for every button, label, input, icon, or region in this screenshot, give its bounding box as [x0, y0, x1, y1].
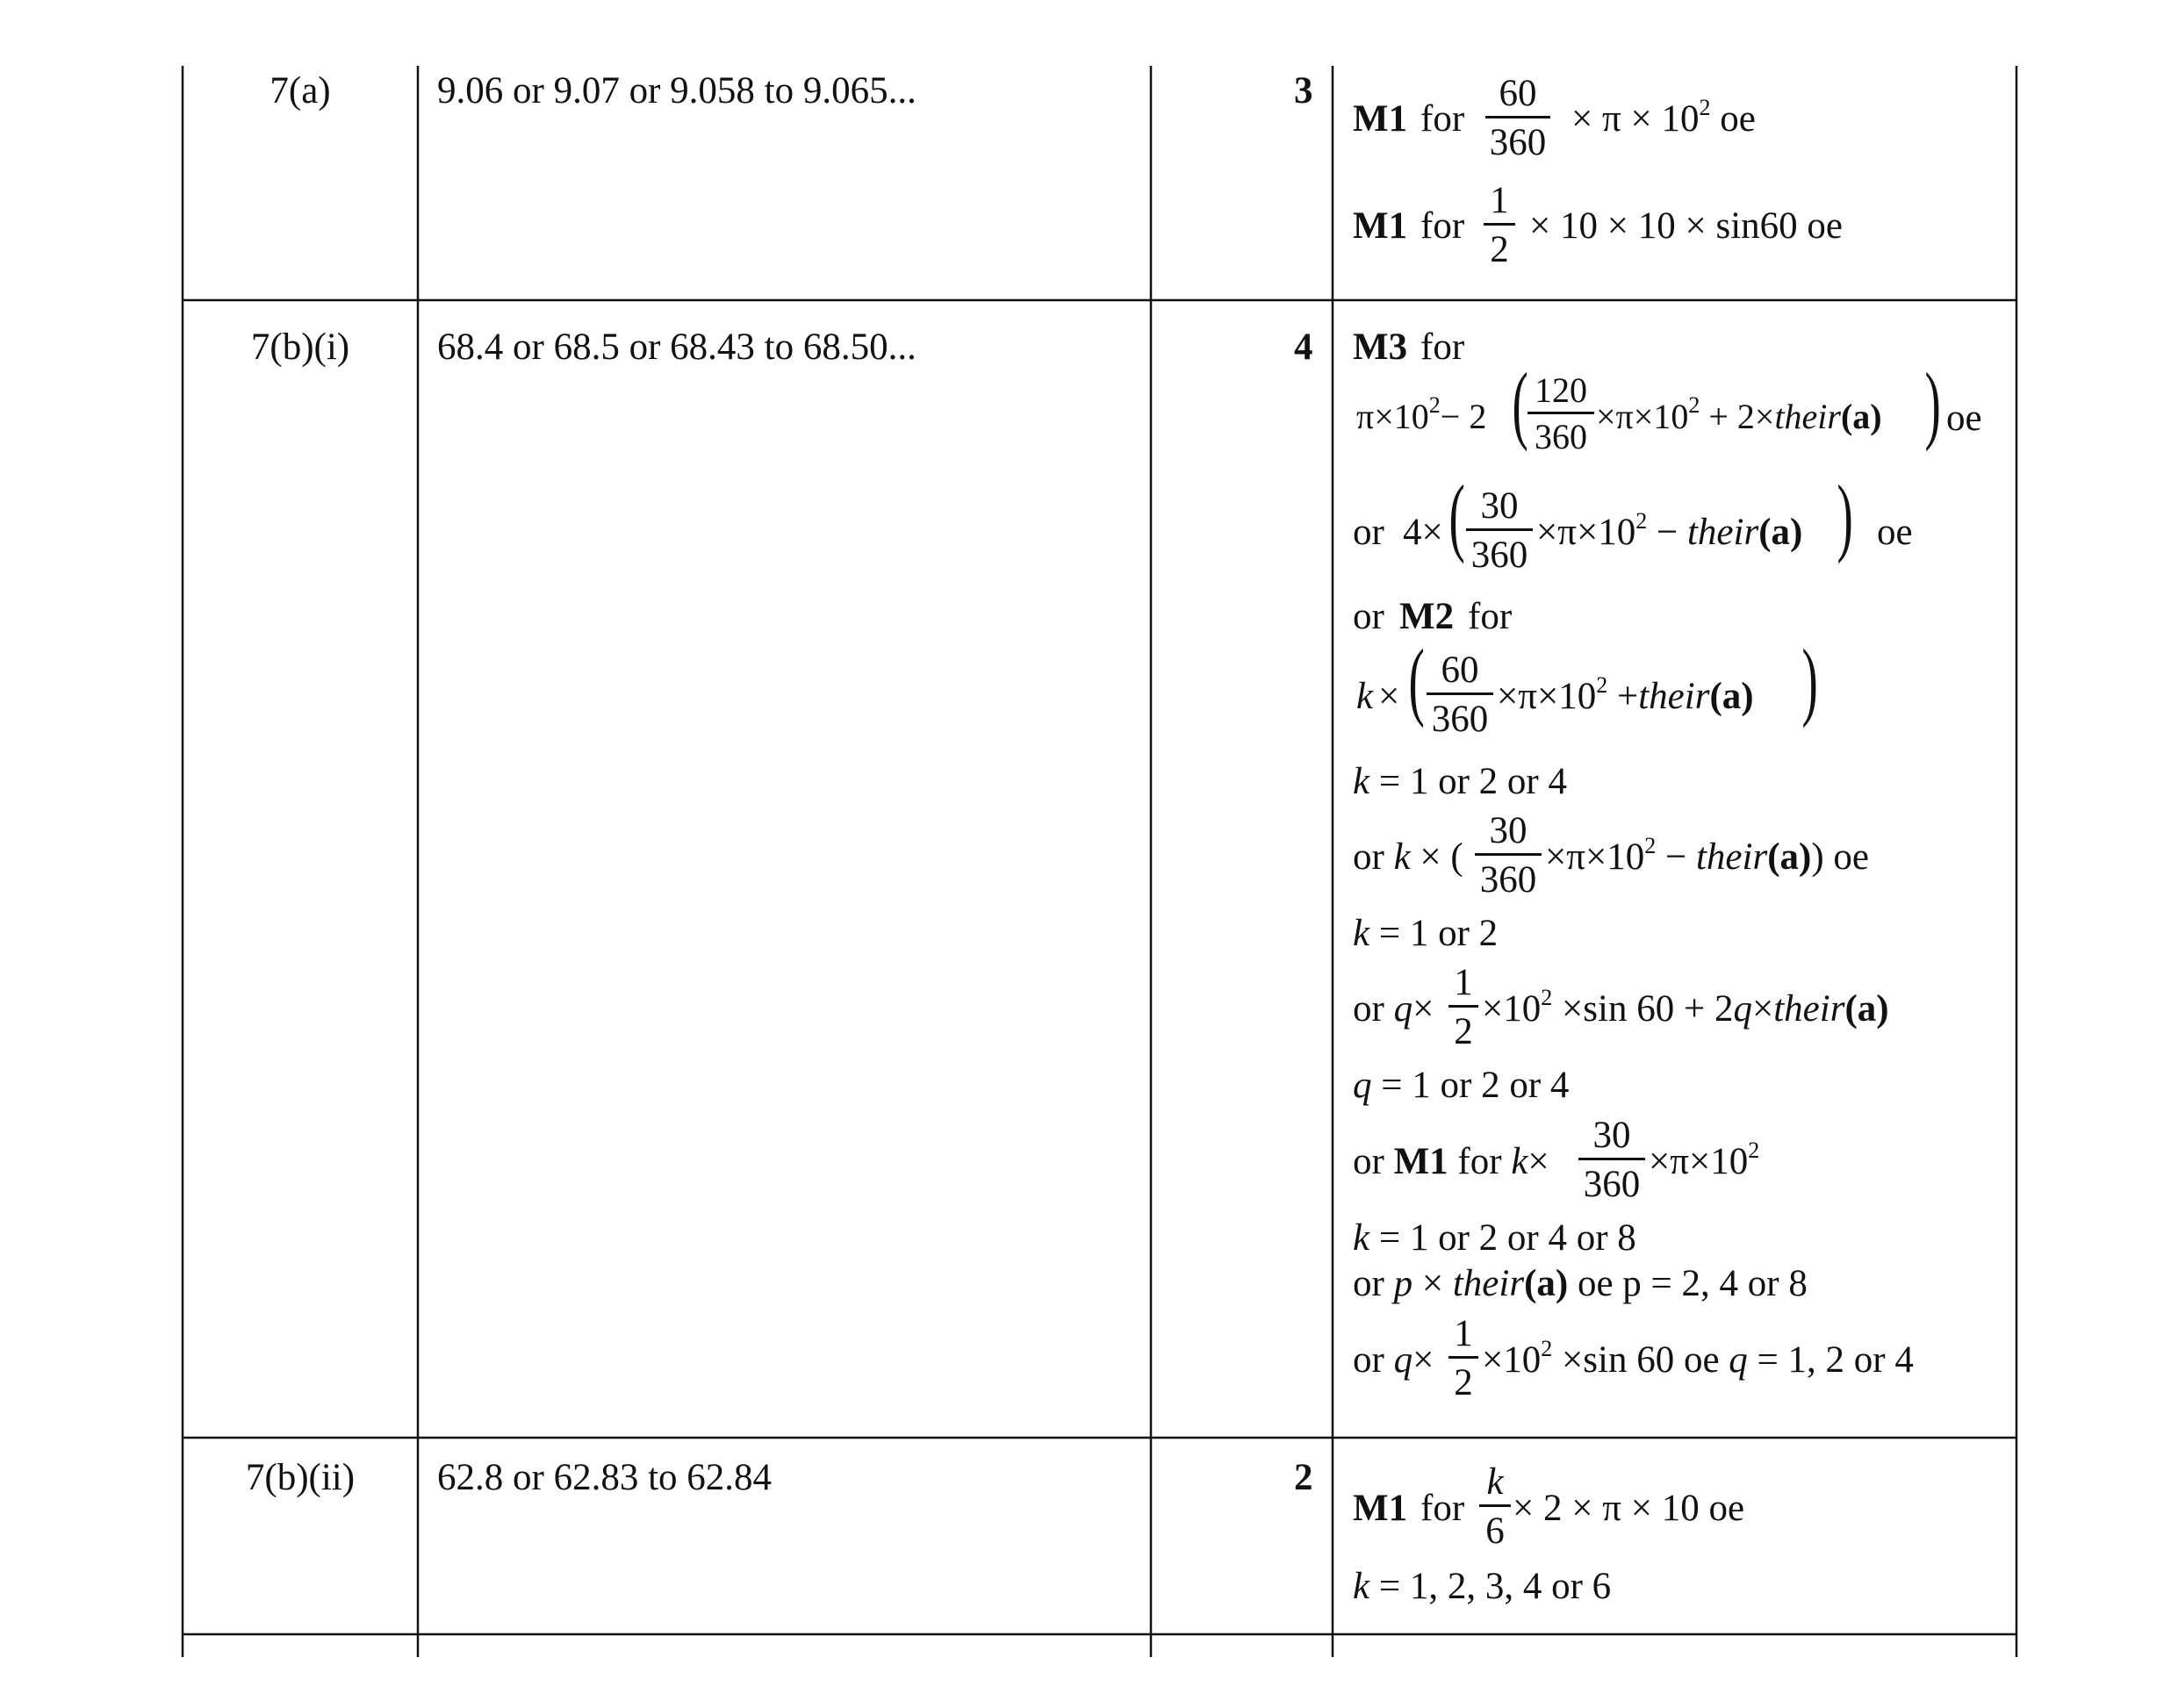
expression: $\pi\times 10^2- 2$: [1356, 392, 1487, 436]
marks: 3: [1294, 70, 1313, 111]
expression: 4×: [1403, 512, 1443, 553]
expression: or p × their(a) oe p = 2, 4 or 8: [1353, 1263, 1808, 1304]
or-label: or: [1353, 512, 1384, 553]
answer: 68.4 or 68.5 or 68.43 to 68.50...: [437, 327, 916, 368]
fraction: $\frac{1}{2}$: [1448, 1315, 1478, 1402]
expression: or k × (: [1353, 836, 1463, 878]
oe-label: oe: [1946, 398, 1982, 439]
expression: $\times\pi\times 10^2$ +their(a): [1497, 672, 1754, 717]
condition: k = 1 or 2 or 4 or 8: [1353, 1217, 1636, 1259]
condition: k = 1 or 2: [1353, 913, 1499, 954]
left-paren: (: [1408, 631, 1425, 728]
expression: × 2 × π × 10 oe: [1513, 1488, 1745, 1529]
marks: 4: [1294, 327, 1313, 368]
for-label: for: [1420, 1488, 1465, 1529]
right-paren: ): [1924, 355, 1941, 452]
for-label: for: [1420, 98, 1465, 140]
fraction: $\frac{120}{360}$: [1527, 373, 1594, 455]
oe-label: oe: [1877, 512, 1913, 553]
for-label: for: [1420, 205, 1465, 247]
expression: ×: [1378, 676, 1400, 717]
expression: $\times\pi\times 10^2$: [1649, 1137, 1760, 1182]
question-number: 7(a): [270, 70, 331, 111]
left-paren: (: [1512, 355, 1528, 452]
mark-code: M1: [1353, 98, 1408, 140]
expression: or q×: [1353, 988, 1434, 1030]
expression: or q×: [1353, 1339, 1434, 1381]
expression: $\times 10^2 \times\sin$ 60 oe q = 1, 2 or 4: [1482, 1336, 1914, 1381]
fraction: $\frac{60}{360}$: [1485, 75, 1550, 161]
condition: q = 1 or 2 or 4: [1353, 1065, 1570, 1106]
fraction: $\frac{1}{2}$: [1484, 182, 1515, 269]
fraction: $\frac{1}{2}$: [1448, 964, 1478, 1051]
mark-code: M1: [1353, 1488, 1408, 1529]
mark-code: M1: [1353, 205, 1408, 247]
fraction: $\frac{30}{360}$: [1578, 1116, 1645, 1203]
or-label: or: [1353, 596, 1384, 637]
expression: $\times\pi\times 10^2$ − their(a): [1536, 508, 1803, 553]
expression: $\times\pi\times 10^2$ + 2×their(a): [1596, 392, 1882, 436]
right-paren: ): [1801, 631, 1818, 728]
mark-code: M3: [1353, 327, 1408, 368]
answer: 62.8 or 62.83 to 62.84: [437, 1457, 773, 1498]
condition: k = 1 or 2 or 4: [1353, 761, 1567, 802]
question-number: 7(b)(ii): [245, 1457, 356, 1498]
left-paren: (: [1448, 467, 1465, 564]
expression: × 10 × 10 × sin60 oe: [1529, 205, 1844, 247]
fraction: $\frac{30}{360}$: [1466, 487, 1533, 574]
fraction: $\frac{k}{6}$: [1479, 1463, 1511, 1550]
variable-k: k: [1356, 676, 1374, 717]
fraction: $\frac{60}{360}$: [1427, 651, 1493, 738]
answer: 9.06 or 9.07 or 9.058 to 9.065...: [437, 70, 916, 111]
fraction: $\frac{30}{360}$: [1475, 812, 1542, 899]
mark-code: M2: [1399, 596, 1455, 637]
condition: k = 1, 2, 3, 4 or 6: [1353, 1566, 1612, 1607]
question-number: 7(b)(i): [250, 327, 350, 368]
for-label: for: [1420, 327, 1465, 368]
for-label: for: [1468, 596, 1513, 637]
marks: 2: [1294, 1457, 1313, 1498]
expression: × $\pi \times 10^2$ oe: [1571, 95, 1756, 140]
expression: $\times\pi\times 10^2$ − their(a)) oe: [1545, 833, 1869, 878]
expression: $\times 10^2 \times\sin$ 60 + 2q×their(a): [1482, 985, 1889, 1030]
right-paren: ): [1837, 467, 1853, 564]
expression: or M1 for k×: [1353, 1141, 1549, 1182]
